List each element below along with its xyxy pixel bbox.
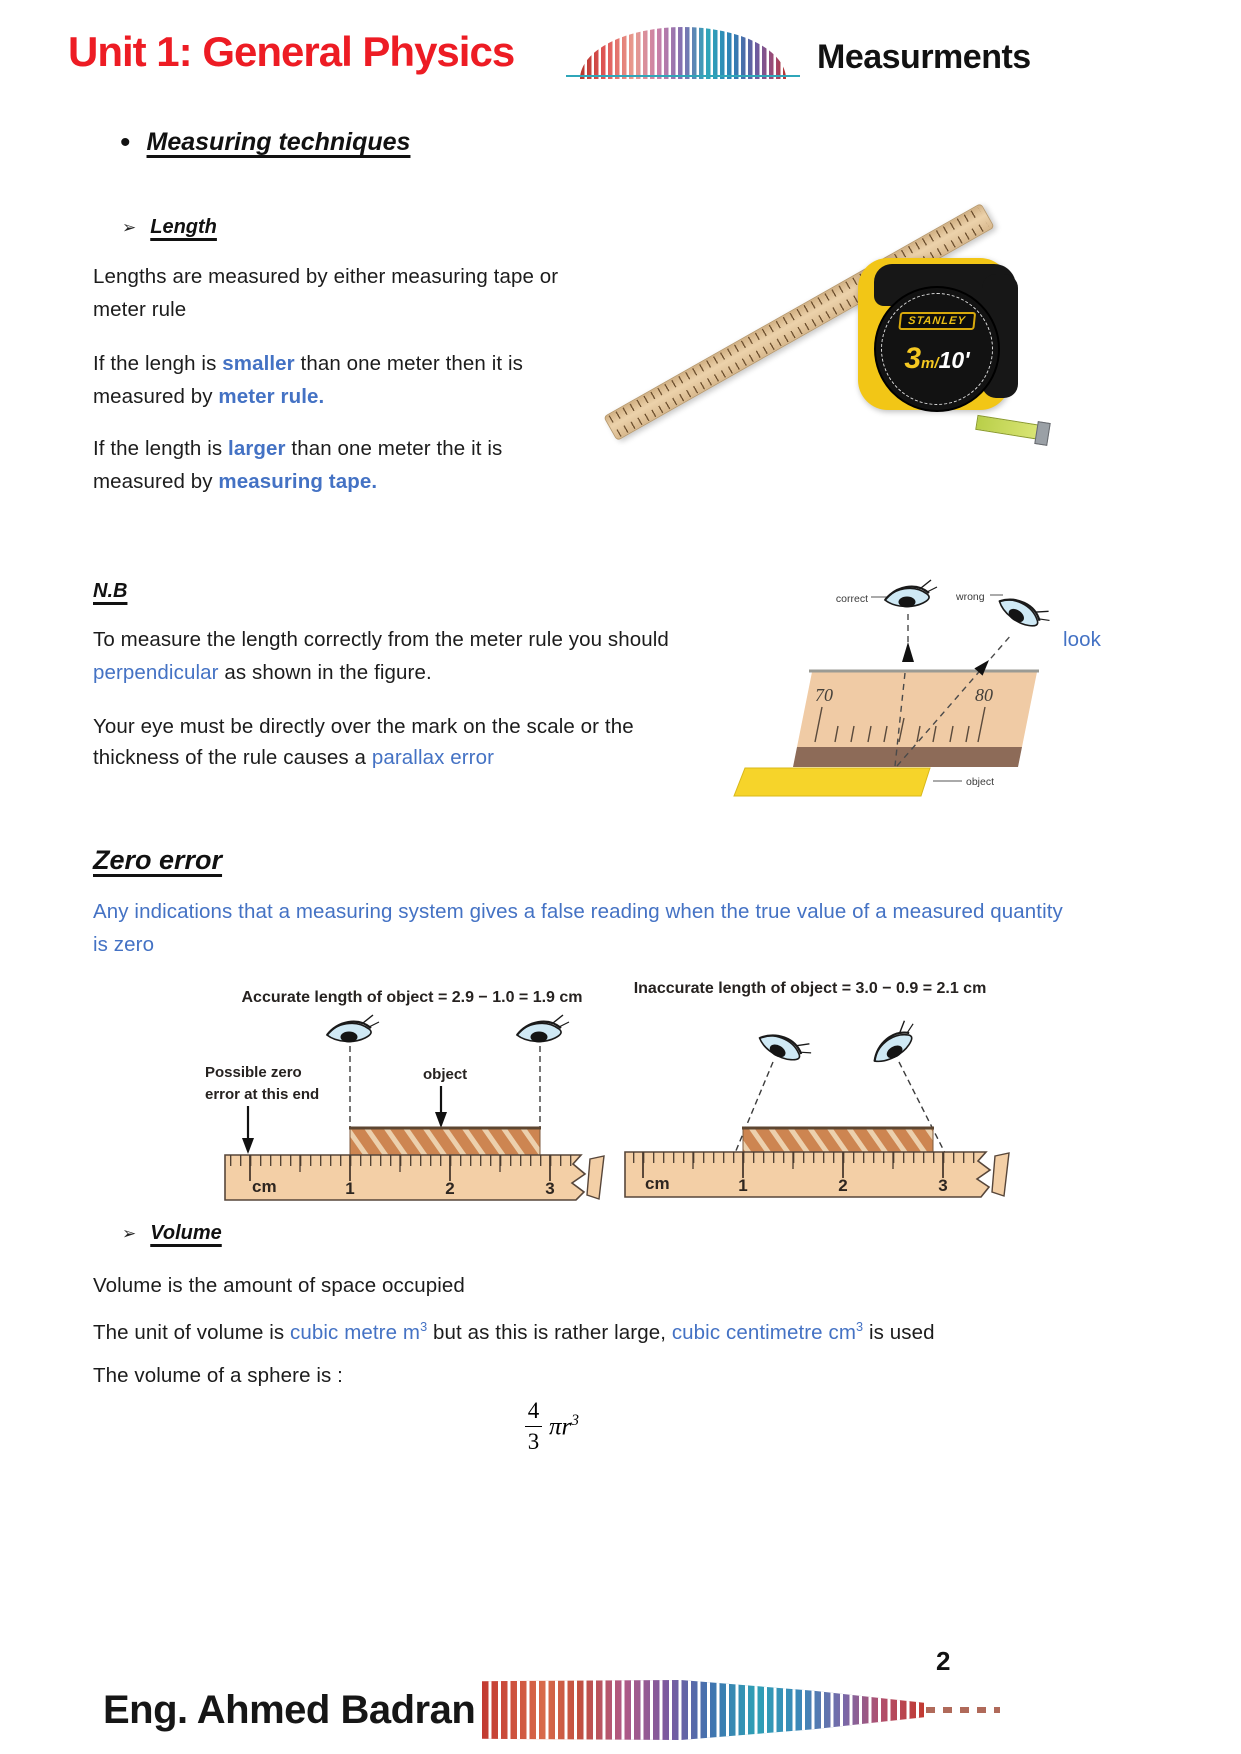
zero-error-definition-line-2: is zero bbox=[93, 933, 155, 956]
measured-object bbox=[350, 1128, 540, 1155]
eye-icon bbox=[865, 1018, 924, 1068]
tape-brand-badge: STANLEY bbox=[898, 312, 975, 330]
measuring-techniques-label: Measuring techniques bbox=[146, 128, 411, 156]
keyword-look: look bbox=[1063, 628, 1102, 651]
keyword-perpendicular: perpendicular bbox=[93, 661, 219, 684]
dome-logo-baseline bbox=[566, 75, 800, 78]
nb-line-4 bbox=[93, 746, 494, 770]
ruler-mm-ticks bbox=[633, 1152, 983, 1163]
parallax-ruler-band bbox=[793, 747, 1022, 767]
text-segment: If the length is bbox=[93, 437, 229, 460]
tape-body bbox=[858, 258, 1010, 410]
parallax-ruler-face bbox=[797, 672, 1037, 747]
zero-error-heading: Zero error bbox=[93, 845, 223, 875]
wrong-eye-icon bbox=[995, 585, 1050, 637]
ruler-number-3: 3 bbox=[545, 1179, 555, 1198]
keyword-cubic-centimetre: cubic centimetre cm bbox=[671, 1320, 856, 1344]
tape-end-clip bbox=[1034, 421, 1050, 446]
text-segment: The unit of volume is bbox=[93, 1320, 291, 1344]
formula-denominator: 3 bbox=[527, 1429, 540, 1455]
accurate-measurement-diagram bbox=[200, 978, 620, 1206]
formula-pi-r bbox=[549, 1412, 579, 1441]
ruler-number-2: 2 bbox=[838, 1176, 848, 1195]
length-paragraph-1-line-1: Lengths are measured by either measuring tape or bbox=[93, 265, 559, 288]
eye-icon bbox=[756, 1021, 815, 1071]
text-segment: is used bbox=[863, 1320, 935, 1344]
text-segment: but as this is rather large, bbox=[427, 1320, 672, 1344]
ruler-number-3: 3 bbox=[938, 1176, 948, 1195]
keyword-larger: larger bbox=[228, 437, 286, 460]
dome-logo-bars bbox=[580, 27, 786, 79]
parallax-figure bbox=[690, 570, 1050, 805]
formula-exponent: 3 bbox=[571, 1411, 580, 1429]
keyword-parallax-error: parallax error bbox=[371, 746, 495, 769]
length-paragraph-3-line-1 bbox=[93, 437, 502, 461]
zero-note-arrowhead bbox=[242, 1138, 254, 1154]
volume-heading bbox=[122, 1222, 222, 1245]
length-paragraph-1-line-2: meter rule bbox=[93, 298, 187, 321]
correct-eye-icon bbox=[885, 580, 937, 608]
volume-paragraph-3: The volume of a sphere is : bbox=[93, 1364, 343, 1387]
arrow-bullet-icon: ➢ bbox=[122, 1224, 137, 1243]
eye-icon bbox=[327, 1015, 379, 1043]
volume-paragraph-1: Volume is the amount of space occupied bbox=[93, 1274, 465, 1297]
ruler-torn-piece bbox=[992, 1153, 1009, 1196]
wrong-label: wrong bbox=[956, 591, 985, 603]
volume-paragraph-2 bbox=[93, 1319, 935, 1345]
inaccurate-diagram-title: Inaccurate length of object = 3.0 − 0.9 = 2.1 cm bbox=[633, 980, 987, 997]
ruler-number-2: 2 bbox=[445, 1179, 455, 1198]
dot-bullet-icon: • bbox=[120, 126, 131, 159]
zero-error-note-line-2: error at this end bbox=[205, 1086, 320, 1103]
formula-body: πr bbox=[549, 1413, 572, 1441]
object-arrowhead bbox=[435, 1112, 447, 1128]
nb-line-1: To measure the length correctly from the meter rule you should bbox=[93, 628, 669, 651]
ruler-number-1: 1 bbox=[345, 1179, 355, 1198]
scale-80-label: 80 bbox=[975, 685, 993, 705]
length-paragraph-2-line-1 bbox=[93, 352, 523, 376]
nb-line-2 bbox=[93, 661, 432, 685]
nb-line-3: Your eye must be directly over the mark on the scale or the bbox=[93, 715, 634, 738]
keyword-measuring-tape: measuring tape. bbox=[218, 470, 378, 493]
text-segment: thickness of the rule causes a bbox=[93, 746, 372, 769]
page-number: 2 bbox=[936, 1646, 951, 1676]
formula-fraction bbox=[525, 1398, 542, 1455]
zero-error-note-line-1: Possible zero bbox=[205, 1064, 302, 1081]
ruler-unit-label: cm bbox=[252, 1177, 277, 1196]
barcode-logo-icon bbox=[482, 1680, 924, 1740]
cubic-metre-exponent: 3 bbox=[420, 1319, 428, 1334]
length-paragraph-3-line-2 bbox=[93, 470, 377, 494]
parallax-object bbox=[734, 768, 930, 796]
ruler-unit-label: cm bbox=[645, 1174, 670, 1193]
length-paragraph-2-line-2 bbox=[93, 385, 324, 409]
inaccurate-measurement-diagram bbox=[595, 965, 1025, 1210]
text-segment: measured by bbox=[93, 470, 219, 493]
volume-label: Volume bbox=[150, 1222, 222, 1244]
arrow-bullet-icon: ➢ bbox=[122, 218, 137, 237]
text-segment: than one meter the it is bbox=[285, 437, 503, 460]
measured-object bbox=[743, 1128, 933, 1152]
measuring-techniques-heading bbox=[120, 126, 410, 160]
object-label: object bbox=[966, 776, 995, 788]
tape-size-m: m/ bbox=[921, 355, 939, 372]
tape-size-10: 10' bbox=[938, 347, 970, 373]
author-name: Eng. Ahmed Badran bbox=[103, 1688, 476, 1732]
correct-label: correct bbox=[835, 593, 868, 605]
keyword-cubic-metre: cubic metre m bbox=[290, 1320, 421, 1344]
scale-70-label: 70 bbox=[815, 685, 833, 705]
eye-icon bbox=[517, 1015, 569, 1043]
page-topic: Measurments bbox=[817, 38, 1031, 76]
dome-logo-icon bbox=[580, 27, 786, 79]
barcode-tail-dashes-icon bbox=[926, 1707, 1000, 1713]
text-segment: than one meter then it is bbox=[294, 352, 523, 375]
sphere-volume-formula bbox=[525, 1398, 579, 1455]
ruler-mm-ticks bbox=[230, 1155, 580, 1166]
tape-blade bbox=[975, 415, 1043, 440]
formula-numerator: 4 bbox=[527, 1398, 540, 1423]
fraction-bar bbox=[525, 1426, 542, 1428]
nb-heading: N.B bbox=[93, 580, 128, 602]
tape-face bbox=[874, 286, 1000, 412]
text-segment: If the lengh is bbox=[93, 352, 223, 375]
correct-arrowhead bbox=[902, 642, 914, 662]
ruler-number-1: 1 bbox=[738, 1176, 748, 1195]
length-label: Length bbox=[150, 216, 217, 238]
text-segment: measured by bbox=[93, 385, 219, 408]
unit-title: Unit 1: General Physics bbox=[68, 28, 515, 75]
measuring-tape-photo bbox=[856, 246, 1044, 451]
text-segment: as shown in the figure. bbox=[218, 661, 432, 684]
tape-size-3: 3 bbox=[904, 342, 922, 375]
keyword-meter-rule: meter rule. bbox=[218, 385, 325, 408]
tape-size-label bbox=[876, 342, 998, 376]
keyword-smaller: smaller bbox=[222, 352, 295, 375]
object-label: object bbox=[423, 1066, 468, 1083]
length-heading bbox=[122, 216, 217, 239]
accurate-diagram-title: Accurate length of object = 2.9 − 1.0 = 1.9 cm bbox=[241, 989, 583, 1006]
cubic-centimetre-exponent: 3 bbox=[856, 1319, 864, 1334]
zero-error-definition-line-1: Any indications that a measuring system gives a false reading when the true value of a measured quantity bbox=[93, 900, 1063, 923]
